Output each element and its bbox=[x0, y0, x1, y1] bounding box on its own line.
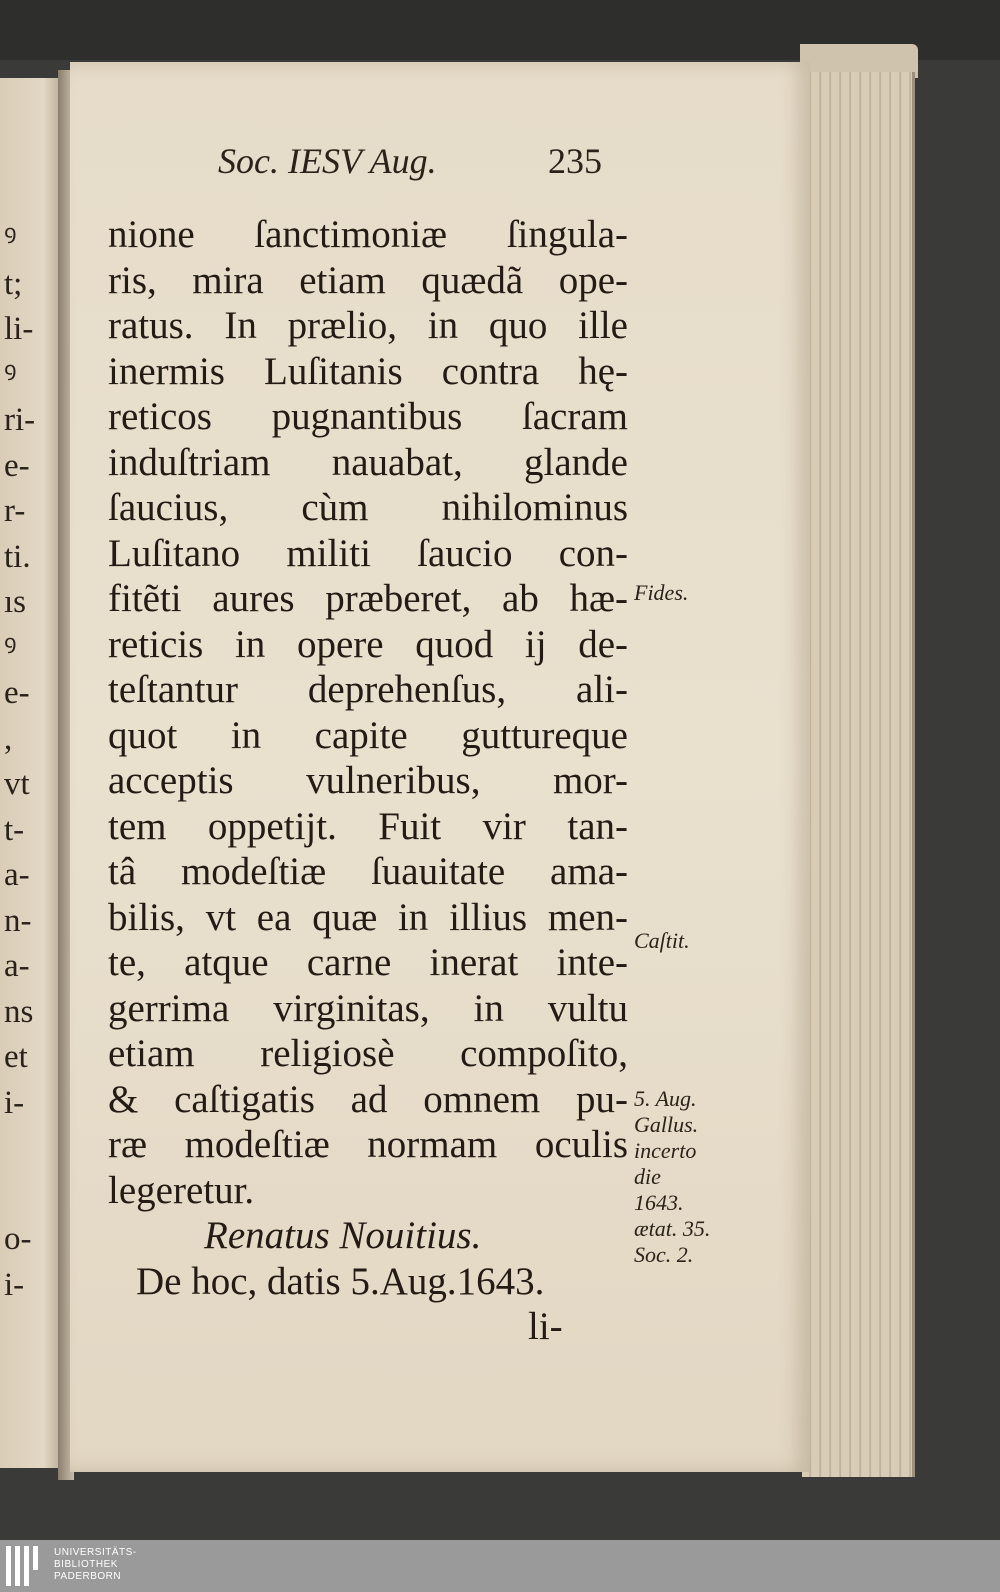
margin-note-castit: Caſtit. bbox=[634, 928, 690, 953]
text-line: teſtantur deprehenſus, ali- bbox=[108, 668, 628, 711]
library-name bbox=[54, 1547, 137, 1583]
library-logo-icon bbox=[6, 1546, 46, 1586]
text-line: legeretur. bbox=[108, 1168, 255, 1212]
left-page-fragment: ns bbox=[4, 993, 34, 1030]
body-text bbox=[108, 212, 628, 1350]
left-page-fragment: et bbox=[4, 1039, 28, 1075]
text-line: reticis in opere quod ij de- bbox=[108, 622, 628, 666]
library-name-line: UNIVERSITÄTS- bbox=[54, 1547, 137, 1558]
margin-note-death-info bbox=[634, 1086, 710, 1268]
text-line: Luſitano militi ſaucio con- bbox=[108, 531, 628, 575]
page-number: 235 bbox=[548, 141, 602, 181]
left-page-fragment: e- bbox=[4, 447, 30, 484]
library-name-line: PADERBORN bbox=[54, 1571, 122, 1582]
page-edges bbox=[802, 72, 915, 1477]
library-footer bbox=[0, 1540, 1000, 1592]
text-line: tâ modeſtiæ ſuauitate ama- bbox=[108, 850, 628, 893]
margin-note-fides: Fides. bbox=[634, 580, 689, 605]
left-page-fragment: i- bbox=[4, 1266, 25, 1303]
text-line: ratus. In prælio, in quo ille bbox=[108, 304, 628, 347]
text-line: inermis Luſitanis contra hę- bbox=[108, 349, 628, 393]
text-line: induſtriam nauabat, glande bbox=[108, 440, 628, 484]
left-page-fragment: o- bbox=[4, 1221, 32, 1257]
left-page-fragment: li- bbox=[4, 311, 34, 347]
left-page-fragment: ꝰ bbox=[4, 220, 17, 256]
margin-note-line: Soc. 2. bbox=[634, 1242, 694, 1267]
left-page-fragment: t; bbox=[4, 265, 23, 302]
margin-note-line: die bbox=[634, 1164, 661, 1189]
text-line: reticos pugnantibus ſacram bbox=[108, 395, 628, 438]
left-page-fragment: ıs bbox=[4, 584, 27, 620]
left-page-fragment: r- bbox=[4, 493, 26, 529]
text-line: nione ſanctimoniæ ſingula- bbox=[108, 213, 628, 256]
left-page-fragment: i- bbox=[4, 1084, 25, 1121]
margin-note-line: incerto bbox=[634, 1138, 697, 1163]
text-line: acceptis vulneribus, mor- bbox=[108, 759, 628, 802]
left-page-fragment: e- bbox=[4, 675, 30, 711]
text-line: bilis, vt ea quæ in illius men- bbox=[108, 895, 628, 939]
catchword: li- bbox=[528, 1305, 563, 1348]
text-line: quot in capite guttureque bbox=[108, 713, 628, 757]
running-title: Soc. IESV Aug. bbox=[218, 141, 437, 181]
left-page-fragment: ri- bbox=[4, 402, 36, 438]
margin-note-line: 5. Aug. bbox=[634, 1086, 697, 1111]
text-line: & caſtigatis ad omnem pu- bbox=[108, 1077, 628, 1121]
text-line: te, atque carne inerat inte- bbox=[108, 941, 628, 984]
text-line: ſaucius, cùm nihilominus bbox=[108, 486, 628, 529]
left-page-fragment: ꝰ bbox=[4, 356, 17, 393]
text-line: ræ modeſtiæ normam oculis bbox=[108, 1123, 628, 1166]
margin-note-line: ætat. 35. bbox=[634, 1216, 711, 1241]
left-page-fragment: a- bbox=[4, 857, 30, 893]
left-page-fragment: vt bbox=[4, 766, 30, 802]
text-line: fitẽti aures præberet, ab hæ- bbox=[108, 577, 628, 620]
text-line: etiam religiosè compoſito, bbox=[108, 1032, 628, 1075]
left-page-fragment: ti. bbox=[4, 538, 31, 575]
left-page-fragment: a- bbox=[4, 948, 30, 984]
left-page-fragment: n- bbox=[4, 902, 32, 939]
library-name-line: BIBLIOTHEK bbox=[54, 1559, 118, 1570]
signature-line: Renatus Nouitius. bbox=[204, 1214, 482, 1257]
left-page-fragment: ꝰ bbox=[4, 629, 17, 666]
text-line: tem oppetijt. Fuit vir tan- bbox=[108, 804, 628, 848]
text-line: ris, mira etiam quædã ope- bbox=[108, 258, 628, 302]
text-line: gerrima virginitas, in vultu bbox=[108, 986, 628, 1030]
margin-note-line: 1643. bbox=[634, 1190, 684, 1215]
left-page-fragment: t- bbox=[4, 811, 25, 848]
margin-note-line: Gallus. bbox=[634, 1112, 699, 1137]
left-page-edge bbox=[0, 78, 62, 1468]
left-page-fragment: , bbox=[4, 720, 13, 757]
date-line: De hoc, datis 5.Aug.1643. bbox=[136, 1259, 545, 1303]
